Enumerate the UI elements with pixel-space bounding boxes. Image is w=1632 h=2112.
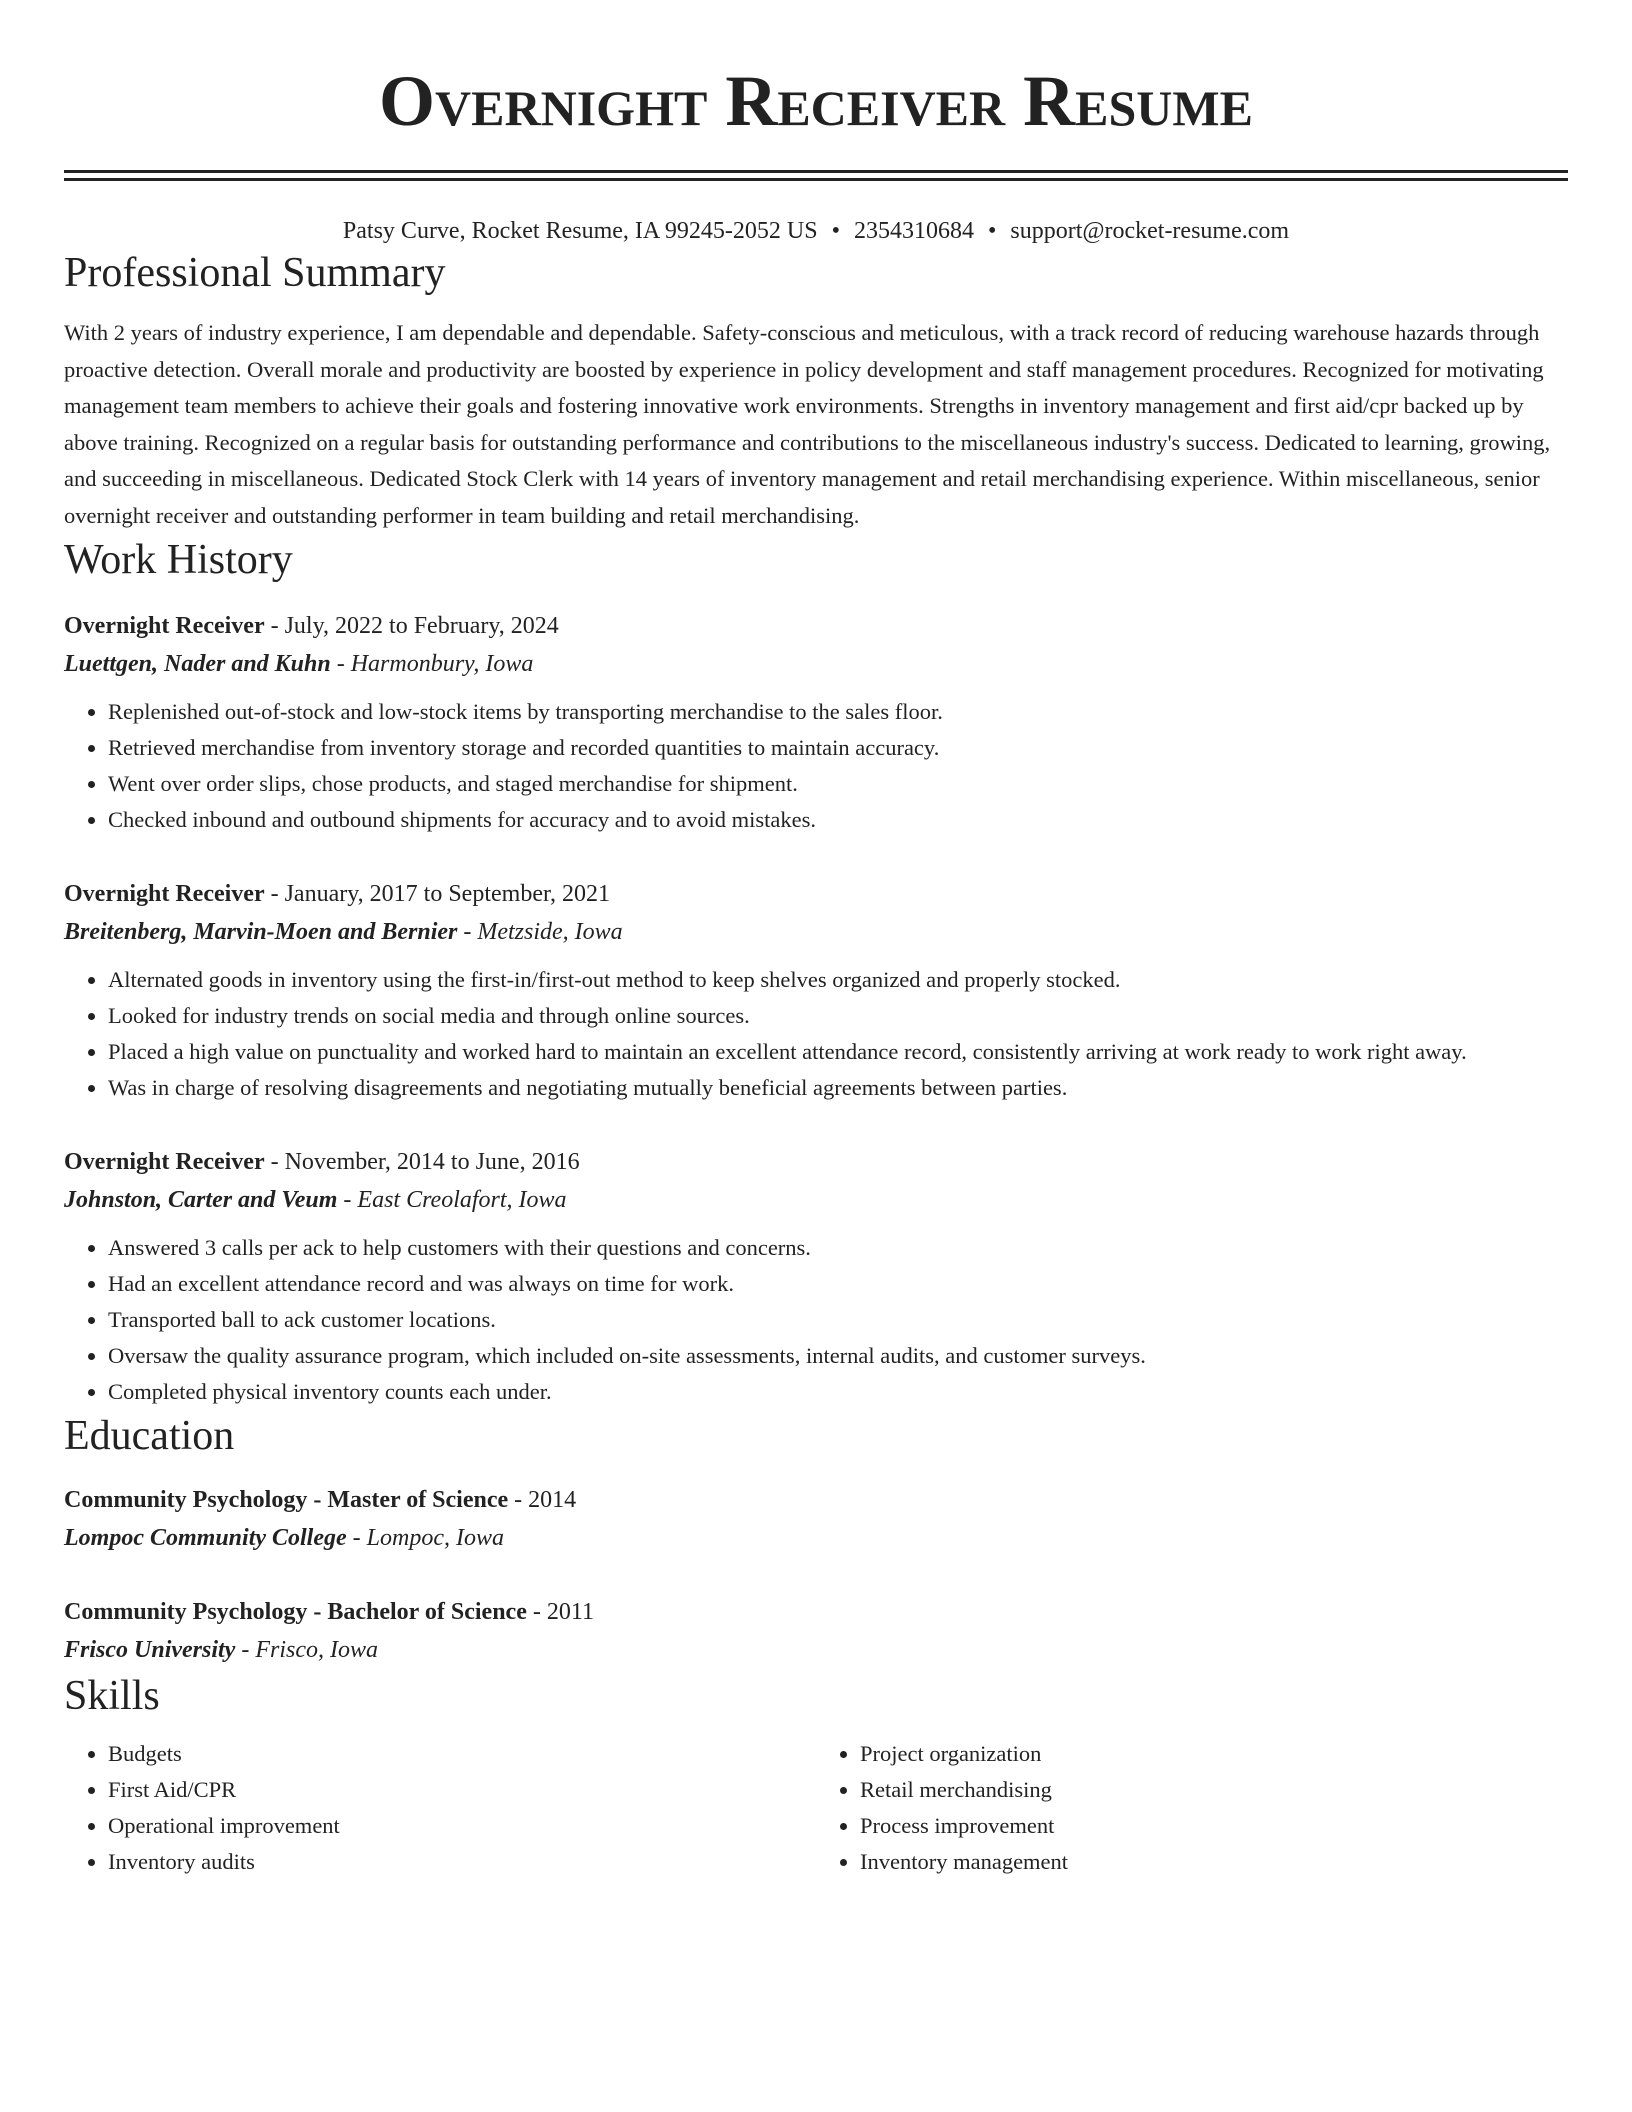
job-location: - Metzside, Iowa <box>457 919 623 945</box>
job-bullet: • Completed physical inventory counts each under. <box>108 1374 1568 1410</box>
job-title-line <box>64 1144 1568 1180</box>
job-dates: - November, 2014 to June, 2016 <box>264 1149 580 1175</box>
skills-column-right <box>816 1736 1568 1880</box>
contact-separator: • <box>987 218 997 244</box>
skills-column-left <box>64 1736 816 1880</box>
contact-email: support@rocket-resume.com <box>1010 218 1290 244</box>
contact-separator: • <box>831 218 840 244</box>
skills-list-right <box>816 1736 1568 1880</box>
job-location: - East Creolafort, Iowa <box>337 1187 567 1213</box>
skill-item: • Inventory audits <box>108 1844 816 1880</box>
education-school-line <box>64 1518 1568 1558</box>
job-title-line <box>64 608 1568 644</box>
job-bullet: • Replenished out-of-stock and low-stock items by transporting merchandise to the sales floor. <box>108 694 1568 730</box>
job-company: Breitenberg, Marvin-Moen and Bernier <box>64 919 458 945</box>
job-bullets <box>64 962 1568 1106</box>
education-entry <box>64 1594 1568 1670</box>
skill-item: • Inventory management <box>860 1844 1568 1880</box>
job-bullet: • Checked inbound and outbound shipments for accuracy and to avoid mistakes. <box>108 802 1568 838</box>
contact-address: Patsy Curve, Rocket Resume, IA 99245-2052 US <box>342 218 818 244</box>
job-bullet: • Went over order slips, chose products, and staged merchandise for shipment. <box>108 766 1568 802</box>
education-degree-line <box>64 1594 1568 1630</box>
skill-item: • Retail merchandising <box>860 1772 1568 1808</box>
job-company: Johnston, Carter and Veum <box>64 1187 338 1213</box>
job-company-line <box>64 644 1568 684</box>
job-bullet: • Looked for industry trends on social media and through online sources. <box>108 998 1568 1034</box>
education-school: Lompoc Community College <box>64 1525 347 1551</box>
job-entry <box>64 1144 1568 1410</box>
job-bullets <box>64 694 1568 838</box>
education-location: - Lompoc, Iowa <box>346 1525 504 1551</box>
job-bullet: • Transported ball to ack customer locations. <box>108 1302 1568 1338</box>
education-year: - 2011 <box>526 1599 594 1625</box>
skills-list <box>64 1736 1568 1880</box>
education-school-line <box>64 1630 1568 1670</box>
title-divider <box>64 170 1568 181</box>
skill-item: • Operational improvement <box>108 1808 816 1844</box>
summary-text: With 2 years of industry experience, I am dependable and dependable. Safety-conscious and meticulous, with a track record of reducing warehouse hazards through proactive detection. Overall morale and productivity are boosted by experience in policy development and staff management procedures. Recognized for motivating management team members to achieve their goals and fostering innovative work environments. Strengths in inventory management and first aid/cpr backed up by above training. Recognized on a regular basis for outstanding performance and contributions to the miscellaneous industry's success. Dedicated to learning, growing, and succeeding in miscellaneous. Dedicated Stock Clerk with 14 years of inventory management and retail merchandising experience. Within miscellaneous, senior overnight receiver and outstanding performer in team building and retail merchandising. <box>64 320 1551 528</box>
skill-item: • Budgets <box>108 1736 816 1772</box>
education-degree: Community Psychology - Bachelor of Science <box>64 1599 527 1625</box>
skills-heading: Skills <box>64 1673 160 1719</box>
job-bullet: • Placed a high value on punctuality and worked hard to maintain an excellent attendance record, consistently arriving at work ready to work right away. <box>108 1034 1568 1070</box>
job-dates: - July, 2022 to February, 2024 <box>264 613 559 639</box>
job-company-line <box>64 1180 1568 1220</box>
job-location: - Harmonbury, Iowa <box>330 651 534 677</box>
job-entry <box>64 876 1568 1106</box>
summary-heading: Professional Summary <box>64 250 446 296</box>
skill-item: • First Aid/CPR <box>108 1772 816 1808</box>
job-title: Overnight Receiver <box>64 1149 265 1175</box>
education-location: - Frisco, Iowa <box>235 1637 378 1663</box>
job-bullet: • Alternated goods in inventory using the first-in/first-out method to keep shelves organized and properly stocked. <box>108 962 1568 998</box>
job-bullet: • Answered 3 calls per ack to help customers with their questions and concerns. <box>108 1230 1568 1266</box>
job-bullets <box>64 1230 1568 1410</box>
job-dates: - January, 2017 to September, 2021 <box>264 881 611 907</box>
education-degree-line <box>64 1482 1568 1518</box>
job-company-line <box>64 912 1568 952</box>
education-year: - 2014 <box>508 1487 577 1513</box>
job-bullet: • Retrieved merchandise from inventory storage and recorded quantities to maintain accuracy. <box>108 730 1568 766</box>
skills-list-left <box>64 1736 816 1880</box>
job-bullet: • Had an excellent attendance record and was always on time for work. <box>108 1266 1568 1302</box>
job-entry <box>64 608 1568 838</box>
education-school: Frisco University <box>64 1637 236 1663</box>
skill-item: • Project organization <box>860 1736 1568 1772</box>
job-title: Overnight Receiver <box>64 613 265 639</box>
job-company: Luettgen, Nader and Kuhn <box>64 651 331 677</box>
contact-line <box>64 215 1568 247</box>
resume-title: Overnight Receiver Resume <box>379 61 1253 141</box>
job-title-line <box>64 876 1568 912</box>
education-degree: Community Psychology - Master of Science <box>64 1487 509 1513</box>
job-bullet: • Was in charge of resolving disagreements and negotiating mutually beneficial agreements between parties. <box>108 1070 1568 1106</box>
job-bullet: • Oversaw the quality assurance program, which included on-site assessments, internal audits, and customer surveys. <box>108 1338 1568 1374</box>
contact-phone: 2354310684 <box>853 218 974 244</box>
education-heading: Education <box>64 1413 235 1459</box>
education-entry <box>64 1482 1568 1558</box>
skill-item: • Process improvement <box>860 1808 1568 1844</box>
job-title: Overnight Receiver <box>64 881 265 907</box>
work-history-heading: Work History <box>64 537 293 583</box>
